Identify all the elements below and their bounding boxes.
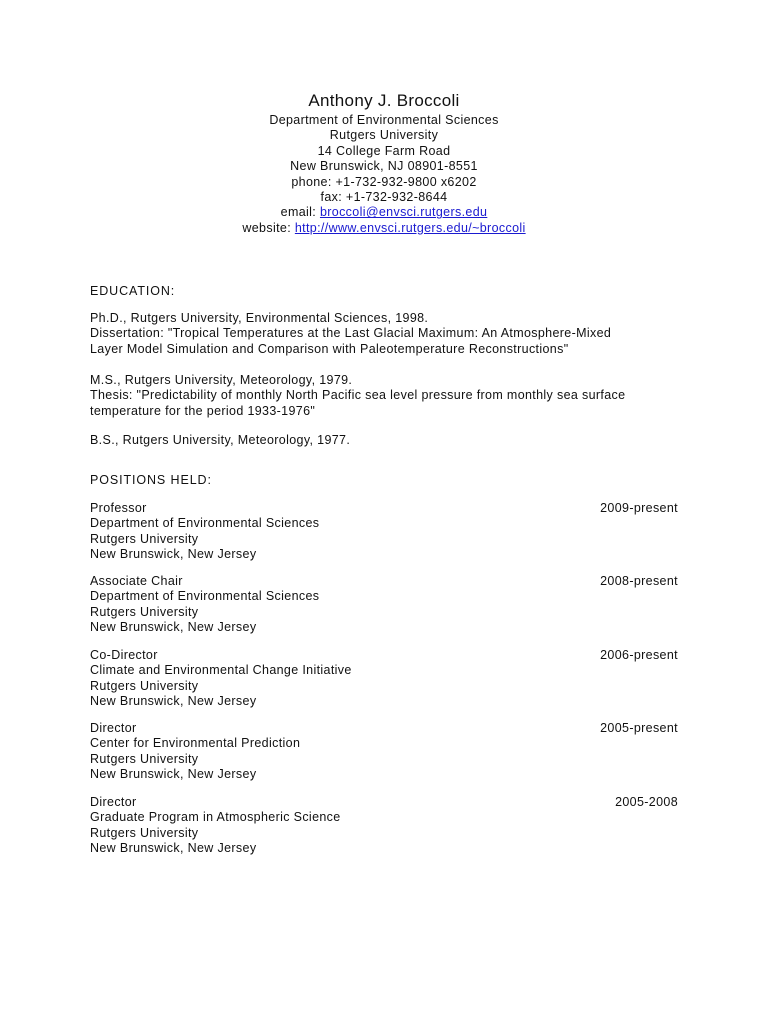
position-unit: Department of Environmental Sciences	[90, 589, 320, 604]
position-institution: Rutgers University	[90, 531, 199, 546]
position-dates: 2006-present	[600, 648, 678, 662]
position-title: Director	[90, 795, 137, 809]
website-link[interactable]: http://www.envsci.rutgers.edu/~broccoli	[294, 220, 526, 235]
position-title: Director	[90, 721, 137, 735]
position-unit: Department of Environmental Sciences	[90, 516, 320, 531]
position-location: New Brunswick, New Jersey	[90, 840, 257, 855]
position-location: New Brunswick, New Jersey	[90, 766, 257, 781]
positions-heading: POSITIONS HELD:	[90, 473, 212, 487]
fax-line: fax: +1-732-932-8644	[320, 190, 448, 205]
position-location: New Brunswick, New Jersey	[90, 619, 257, 634]
phone-line: phone: +1-732-932-9800 x6202	[291, 174, 477, 189]
phd-dissertation-line: Dissertation: "Tropical Temperatures at the Last Glacial Maximum: An Atmosphere-Mixed	[90, 326, 612, 341]
position-dates: 2008-present	[600, 574, 678, 588]
position-entry	[90, 648, 678, 709]
position-entry	[90, 721, 678, 782]
position-entry	[90, 795, 678, 856]
website-label: website:	[242, 220, 295, 235]
education-phd	[90, 311, 678, 357]
education-heading: EDUCATION:	[90, 284, 176, 298]
position-institution: Rutgers University	[90, 751, 199, 766]
position-institution: Rutgers University	[90, 678, 199, 693]
university-line: Rutgers University	[329, 128, 439, 143]
street-address-line: 14 College Farm Road	[317, 143, 451, 158]
author-name: Anthony J. Broccoli	[308, 91, 460, 110]
bs-degree-line: B.S., Rutgers University, Meteorology, 1977.	[90, 433, 351, 447]
phd-degree-line: Ph.D., Rutgers University, Environmental Sciences, 1998.	[90, 311, 429, 325]
education-ms	[90, 373, 678, 419]
city-line: New Brunswick, NJ 08901-8551	[290, 159, 478, 174]
position-entry	[90, 501, 678, 562]
position-unit: Graduate Program in Atmospheric Science	[90, 810, 341, 825]
email-line	[0, 205, 768, 220]
website-line	[0, 221, 768, 236]
ms-thesis-line: Thesis: "Predictability of monthly North Pacific sea level pressure from monthly sea surface	[90, 388, 626, 403]
email-label: email:	[280, 205, 320, 220]
position-title: Co-Director	[90, 648, 158, 662]
position-location: New Brunswick, New Jersey	[90, 693, 257, 708]
education-bs	[90, 433, 678, 448]
position-unit: Climate and Environmental Change Initiative	[90, 663, 352, 678]
position-dates: 2005-2008	[615, 795, 678, 809]
position-institution: Rutgers University	[90, 825, 199, 840]
position-dates: 2005-present	[600, 721, 678, 735]
position-title: Professor	[90, 501, 147, 515]
position-unit: Center for Environmental Prediction	[90, 736, 301, 751]
cv-header	[0, 90, 768, 236]
position-location: New Brunswick, New Jersey	[90, 546, 257, 561]
ms-degree-line: M.S., Rutgers University, Meteorology, 1979.	[90, 373, 353, 387]
phd-dissertation-line-continued: Layer Model Simulation and Comparison with Paleotemperature Reconstructions"	[90, 341, 569, 356]
position-institution: Rutgers University	[90, 604, 199, 619]
position-entry	[90, 574, 678, 635]
email-link[interactable]: broccoli@envsci.rutgers.edu	[319, 205, 488, 220]
department-line: Department of Environmental Sciences	[269, 113, 499, 127]
ms-thesis-line-continued: temperature for the period 1933-1976"	[90, 403, 316, 418]
position-dates: 2009-present	[600, 501, 678, 515]
position-title: Associate Chair	[90, 574, 183, 588]
